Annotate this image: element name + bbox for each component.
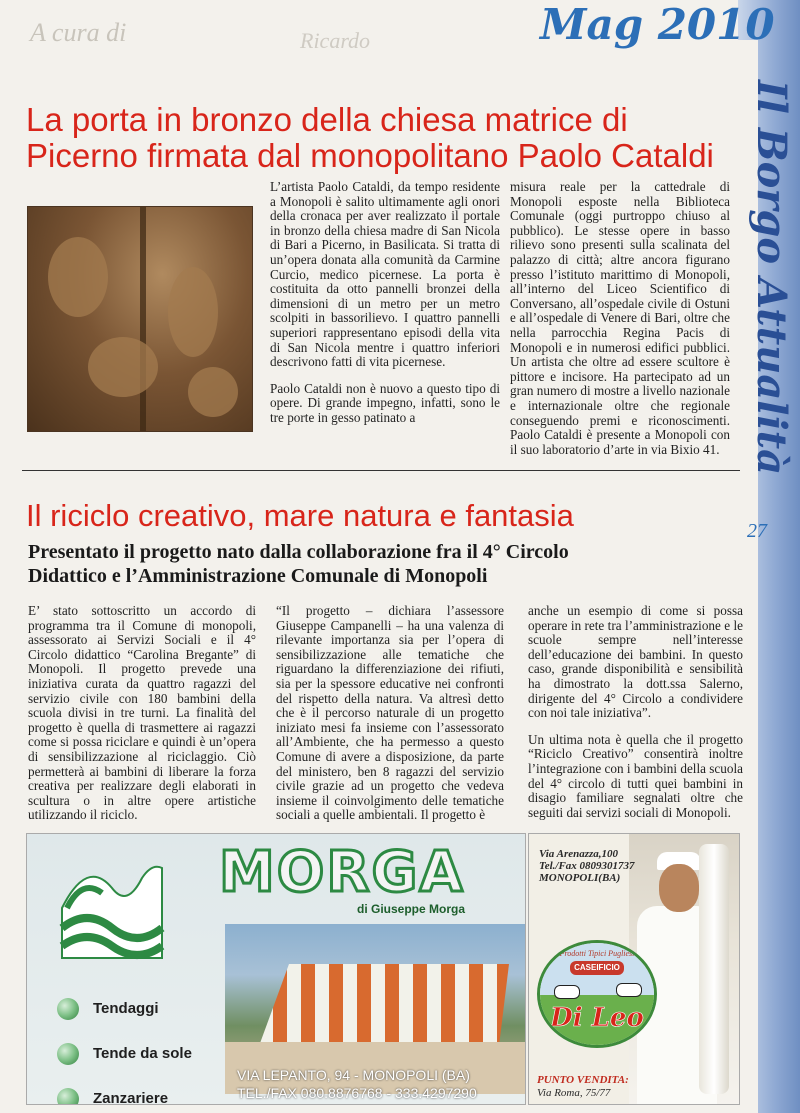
article2-subtitle <box>28 540 728 588</box>
section-title-vertical <box>748 80 795 480</box>
article2-col3-para1: anche un esempio di come si possa operare in rete tra l’amministrazione e le scuole sempre nell’interesse dell’educazione dei bambini. In questo caso, grande disponibilità e sensibilità ha dimostrato la dott.ssa Salerno, dirigente del 4° Circolo a condividere con noi tale iniziativa”. <box>528 603 743 721</box>
dileo-tagline: Prodotti Tipici Pugliesi <box>559 949 635 958</box>
cheese-cloth <box>699 844 729 1094</box>
page-number: 27 <box>747 520 767 542</box>
chef-head <box>659 864 699 912</box>
dileo-name: Di Leo <box>550 1003 644 1033</box>
dileo-address: Via Arenazza,100 <box>539 848 619 860</box>
issue-date: Mag 2010 <box>540 0 775 49</box>
morga-advertisement <box>26 833 526 1105</box>
morga-address: VIA LEPANTO, 94 - MONOPOLI (BA) <box>237 1067 470 1083</box>
green-bullet-icon <box>57 1088 79 1106</box>
bronze-relief-photo <box>27 206 253 432</box>
green-bullet-icon <box>57 998 79 1020</box>
article2-column2 <box>276 604 504 835</box>
article2-col3-para2: Un ultima nota è quella che il progetto “Riciclo Creativo” consentirà inoltre l’integrazione con i bambini della scuola del 4° circolo di tutti quei bambini in disagio familiare segnalati oltre che seguiti dai servizi sociali di Monopoli. <box>528 731 743 820</box>
morga-service-item <box>57 1076 192 1105</box>
ghost-header-text-2: Ricardo <box>300 28 371 53</box>
morga-service-list <box>57 986 192 1105</box>
dileo-contact <box>539 848 635 884</box>
article2-column1 <box>28 604 256 835</box>
article2-col2-para1: “Il progetto – dichiara l’assessore Giuseppe Campanelli – ha una valenza di rilevante importanza sia per l’opera di sensibilizzazione alle tematiche che riguardano la differenziazione dei rifiuti, sia per la spessore educative nei confronti del rispetto della natura. Va altresì detto che è il percorso naturale di un progetto iniziato mesi fa insieme con l’assessorato all’Ambiente, che ha permesso a questo Comune di avere a disposizione, da parte del ministero, ben 8 ragazzi del servizio civile grazie ad un progetto che vedeva insieme il coinvolgimento delle tematiche sociali a quelle ambientali. Il progetto è <box>276 603 504 823</box>
dileo-phone: Tel./Fax 0809301737 <box>539 860 635 872</box>
article2-col1-para1: E’ stato sottoscritto un accordo di programma tra il Comune di monopoli, assessorato ai Servizi Sociali e il 4° Circolo didattico “Carolina Bregante” di Monopoli. Il progetto prevede una iniziativa curata da quattro ragazzi del servizio civile con 180 bambini della scuola divisi in tre turni. La finalità del progetto è quella di trasmettere ai ragazzi come si possa riciclare e quindi è un’opera di sensibilizzazione al riciclaggio. Ciò permetterà ai bambini di liberare la forza creativa per realizzare degli elaborati in scultura o in altre opere artistiche utilizzando il riciclo. <box>28 603 256 823</box>
dileo-sales-point <box>537 1074 629 1100</box>
article1-col1-para1: L’artista Paolo Cataldi, da tempo residente a Monopoli è salito ultimamente agli onori della cronaca per aver realizzato il portale in bronzo della chiesa madre di San Nicola di Bari a Picerno, in Basilicata. Si tratta di un’opera donata alla comunità da Carmine Curcio, medico picernese. La porta è costituita da otto pannelli bronzei della dimensioni di un metro per un metro scolpiti in bassorilievo. I quattro pannelli superiori rappresentano episodi della vita di San Nicola mentre i quattro inferiori descrivono fatti di vita picernese. <box>270 179 500 370</box>
section-divider <box>22 470 740 471</box>
ghost-header-text: A cura di <box>30 18 127 47</box>
article1-column1 <box>270 180 500 438</box>
morga-owner: di Giuseppe Morga <box>357 902 466 916</box>
article1-headline <box>26 102 726 174</box>
morga-brand-name: MORGA <box>219 840 465 905</box>
dileo-sales-label: PUNTO VENDITA: <box>537 1074 629 1086</box>
article2-subtitle-line2: Didattico e l’Amministrazione Comunale di Monopoli <box>28 565 488 587</box>
morga-contact <box>237 1066 477 1102</box>
article1-headline-line2: Picerno firmata dal monopolitano Paolo Cataldi <box>26 137 714 174</box>
dileo-caseificio: CASEIFICIO <box>570 961 624 975</box>
article2-subtitle-line1: Presentato il progetto nato dalla collaborazione fra il 4° Circolo <box>28 541 569 563</box>
cow-icon <box>554 985 580 999</box>
article1-col2-para1: misura reale per la cattedrale di Monopoli esposte nella Biblioteca Comunale (oggi purtroppo chiuso al pubblico). Le stesse opere in basso rilievo sono presenti sulla scalinata del palazzo di città; altre ancora figurano presso l’istituto marittimo di Monopoli, all’interno del Liceo Scientifico di Conversano, all’ospedale civile di Ostuni e all’ospedale di Venere di Bari, oltre che nella parrocchia Regina Pacis di Monopoli e in numerosi edifici pubblici. Un artista che oltre ad essere scultore è pittore e incisore. Ha partecipato ad un gran numero di mostre a livello nazionale e internazionale oltre che regionale conseguendo premi e riconoscimenti. Paolo Cataldi è presente a Monopoli con il suo laboratorio d’arte in via Bixio 41. <box>510 179 730 457</box>
morga-service-label: Zanzariere <box>93 1090 169 1105</box>
morga-phone: TEL./FAX 080.8876768 - 333.4297290 <box>237 1085 477 1101</box>
morga-service-item <box>57 1031 192 1076</box>
dileo-city: MONOPOLI(BA) <box>539 872 621 884</box>
section-title-text: Il Borgo Attualità <box>748 80 795 476</box>
article1-col1-para2: Paolo Cataldi non è nuovo a questo tipo di opere. Di grande impegno, infatti, sono le tre porte in gesso patinato a <box>270 380 500 425</box>
cow-icon <box>616 983 642 997</box>
article1-column2 <box>510 180 730 469</box>
green-bullet-icon <box>57 1043 79 1065</box>
morga-service-label: Tendaggi <box>93 1000 159 1017</box>
relief-figure <box>188 367 238 417</box>
striped-awning <box>259 964 509 1046</box>
morga-service-label: Tende da sole <box>93 1045 192 1062</box>
morga-service-item <box>57 986 192 1031</box>
dileo-advertisement <box>528 833 740 1105</box>
relief-divider <box>140 207 146 432</box>
dileo-logo <box>537 940 657 1048</box>
article2-headline: Il riciclo creativo, mare natura e fantasia <box>26 498 574 533</box>
relief-figure <box>48 237 108 317</box>
article2-column3 <box>528 604 743 832</box>
relief-figure <box>168 267 218 357</box>
article1-headline-line1: La porta in bronzo della chiesa matrice di <box>26 101 628 138</box>
relief-figure <box>88 337 158 397</box>
morga-wave-logo-icon <box>57 848 167 968</box>
dileo-sales-address: Via Roma, 75/77 <box>537 1087 611 1099</box>
